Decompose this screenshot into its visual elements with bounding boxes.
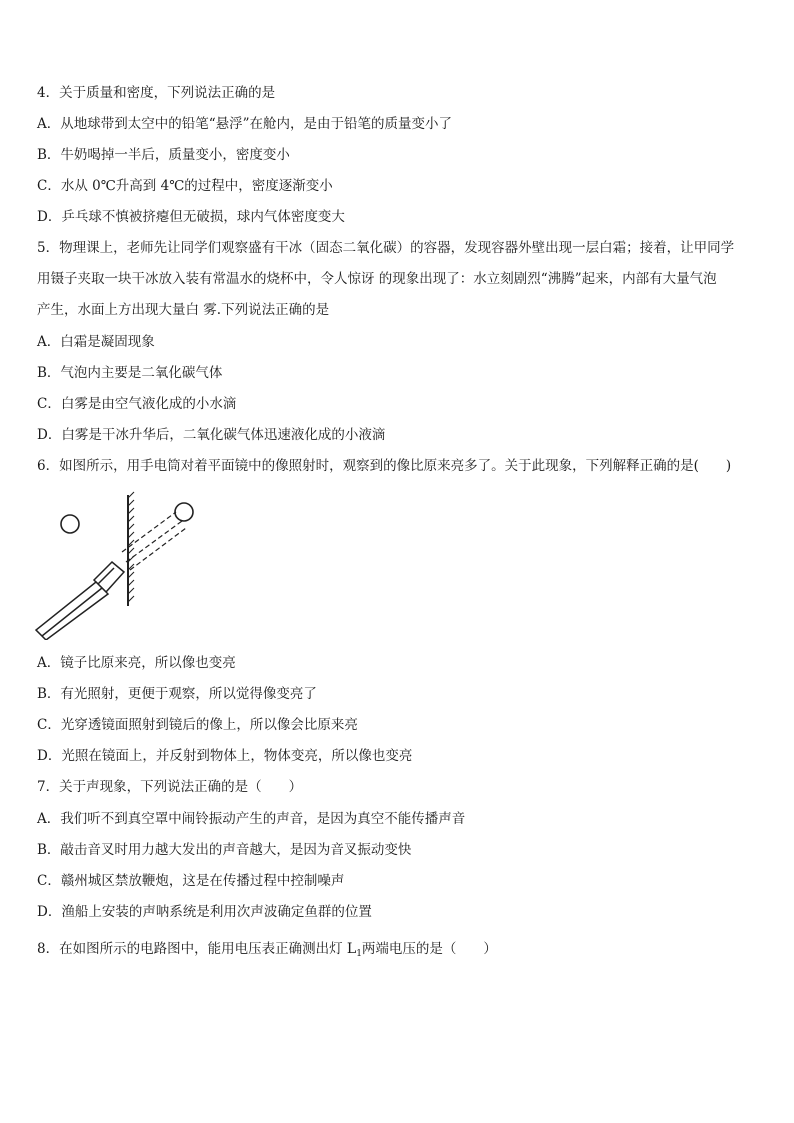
q6-option-b: B．有光照射，更便于观察，所以觉得像变亮了: [37, 686, 317, 702]
q7-option-d: D．渔船上安装的声呐系统是利用次声波确定鱼群的位置: [37, 904, 372, 920]
q7-option-a: A．我们听不到真空罩中闹铃振动产生的声音，是因为真空不能传播声音: [37, 811, 466, 827]
q6-option-c: C．光穿透镜面照射到镜后的像上，所以像会比原来亮: [37, 717, 358, 733]
q4-option-d: D．乒乓球不慎被挤瘪但无破损，球内气体密度变大: [37, 209, 345, 225]
q6-stem: 6．如图所示，用手电筒对着平面镜中的像照射时，观察到的像比原来亮多了。关于此现象，下列解释正确的是( ): [37, 458, 732, 474]
q5-stem-line-3: 产生，水面上方出现大量白 雾.下列说法正确的是: [37, 302, 330, 318]
q4-option-a: A．从地球带到太空中的铅笔“悬浮”在舱内，是由于铅笔的质量变小了: [37, 116, 453, 132]
q8-stem-after: 两端电压的是（ ）: [361, 941, 497, 957]
object-ball: [61, 515, 79, 533]
q5-option-d: D．白雾是干冰升华后，二氧化碳气体迅速液化成的小液滴: [37, 427, 386, 443]
q5-option-b: B．气泡内主要是二氧化碳气体: [37, 365, 223, 381]
dashed-light-beams: [122, 512, 186, 570]
q6-option-d: D．光照在镜面上，并反射到物体上，物体变亮，所以像也变亮: [37, 748, 413, 764]
q5-stem-line-2: 用镊子夹取一块干冰放入装有常温水的烧杯中，令人惊讶 的现象出现了：水立刻剧烈“沸腾”起来，内部有大量气泡: [37, 271, 717, 287]
image-ball: [175, 503, 193, 521]
flashlight: [36, 562, 124, 640]
q7-stem: 7．关于声现象，下列说法正确的是（ ）: [37, 779, 303, 795]
q6-option-a: A．镜子比原来亮，所以像也变亮: [37, 655, 236, 671]
q5-stem-line-1: 5．物理课上，老师先让同学们观察盛有干冰（固态二氧化碳）的容器，发现容器外壁出现一层白霜；接着，让甲同学: [37, 240, 735, 256]
q8-stem: [37, 940, 497, 963]
q4-option-b: B．牛奶喝掉一半后，质量变小，密度变小: [37, 147, 290, 163]
lamp-label: L: [346, 941, 357, 957]
q5-option-c: C．白雾是由空气液化成的小水滴: [37, 396, 237, 412]
q4-stem: 4．关于质量和密度，下列说法正确的是: [37, 85, 276, 101]
q5-option-a: A．白霜是凝固现象: [37, 334, 155, 350]
q4-option-c: C．水从 0℃升高到 4℃的过程中，密度逐渐变小: [37, 178, 333, 194]
lamp-label-subscript: 1: [356, 949, 362, 959]
q8-stem-before: 8．在如图所示的电路图中，能用电压表正确测出灯: [37, 941, 347, 957]
flashlight-mirror-figure: [34, 490, 204, 640]
q7-option-b: B．敲击音叉时用力越大发出的声音越大，是因为音叉振动变快: [37, 842, 412, 858]
q7-option-c: C．赣州城区禁放鞭炮，这是在传播过程中控制噪声: [37, 873, 345, 889]
